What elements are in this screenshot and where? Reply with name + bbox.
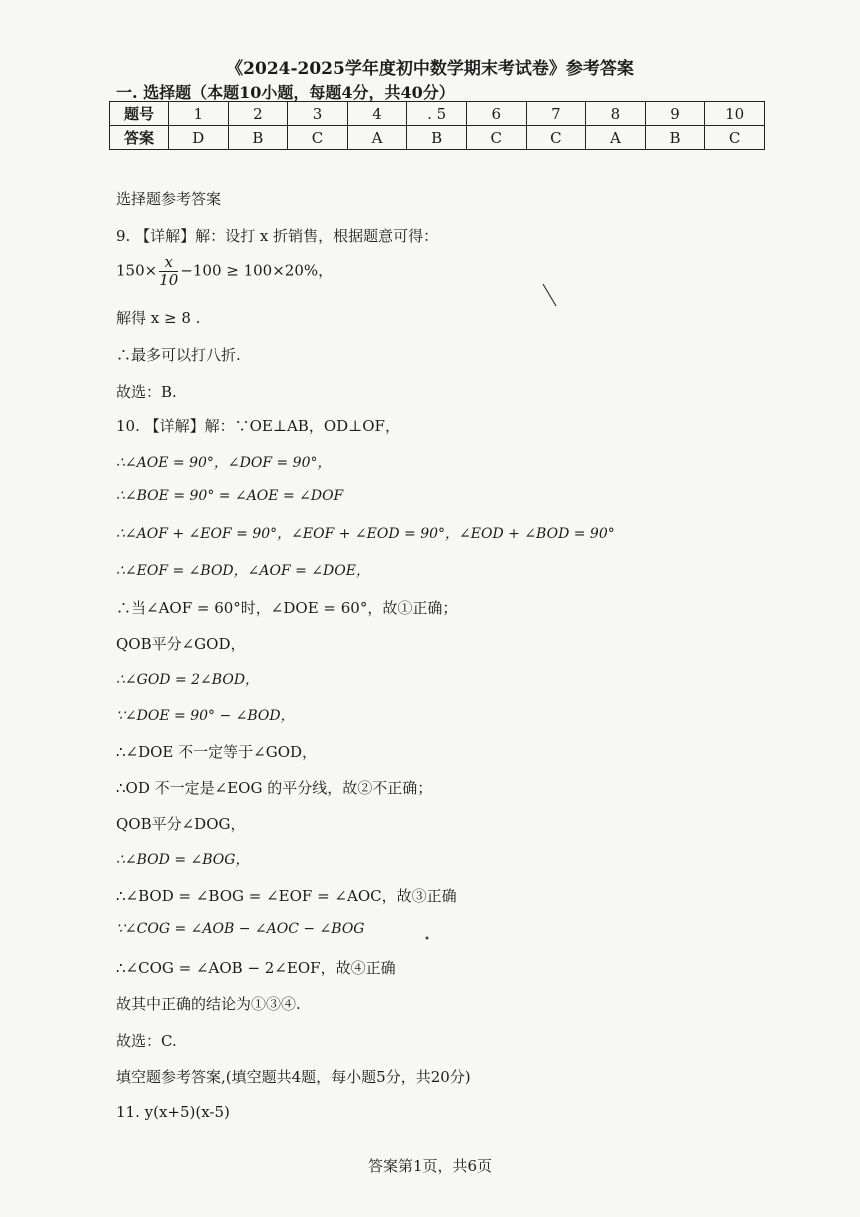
table-cell: B (407, 126, 467, 150)
table-cell: A (586, 126, 646, 150)
table-cell: D (169, 126, 229, 150)
proof-line: ∵∠COG = ∠AOB − ∠AOC − ∠BOG (116, 921, 365, 937)
equation-line (116, 254, 333, 289)
solution-line: ∴最多可以打八折. (116, 346, 241, 364)
proof-line: ∴∠BOD = ∠BOG = ∠EOF = ∠AOC，故③正确 (116, 887, 457, 905)
answer-line: 11. y(x+5)(x-5) (116, 1103, 230, 1121)
table-cell: 6 (466, 102, 526, 126)
table-cell: C (466, 126, 526, 150)
proof-line: ∴∠EOF = ∠BOD，∠AOF = ∠DOE， (116, 563, 370, 579)
table-cell: B (645, 126, 705, 150)
equation-part: −100 ≥ 100×20%， (180, 261, 334, 280)
section-heading-choice: 一. 选择题（本题10小题，每题4分，共40分） (116, 83, 455, 102)
subsection-heading: 选择题参考答案 (116, 190, 222, 208)
stray-dot-mark (424, 935, 430, 941)
table-cell: 2 (228, 102, 288, 126)
table-cell: 8 (586, 102, 646, 126)
table-cell: C (526, 126, 586, 150)
table-cell: A (347, 126, 407, 150)
proof-line: QOB平分∠GOD， (116, 635, 246, 653)
solution-line: 解得 x ≥ 8 . (116, 309, 201, 327)
proof-line: ∴∠COG = ∠AOB − 2∠EOF，故④正确 (116, 959, 396, 977)
solution-line: 10. 【详解】解：∵OE⊥AB，OD⊥OF， (116, 417, 400, 435)
table-header-answer: 答案 (110, 126, 169, 150)
table-cell: 1 (169, 102, 229, 126)
solution-line: 故选：C. (116, 1032, 177, 1050)
table-cell: 7 (526, 102, 586, 126)
page-footer: 答案第1页，共6页 (367, 1157, 493, 1175)
fraction-numerator: x (159, 254, 178, 272)
table-cell: 3 (288, 102, 348, 126)
stray-pen-mark (540, 282, 560, 308)
table-cell: B (228, 126, 288, 150)
table-header-number: 题号 (110, 102, 169, 126)
table-cell: 10 (705, 102, 765, 126)
table-row-answers (110, 126, 765, 150)
proof-line: ∴OD 不一定是∠EOG 的平分线，故②不正确； (116, 779, 433, 797)
equation-part: 150× (116, 261, 158, 280)
document-title: 《2024-2025学年度初中数学期末考试卷》参考答案 (226, 59, 634, 79)
solution-line: 9. 【详解】解：设打 x 折销售，根据题意可得： (116, 227, 439, 245)
fraction-denominator: 10 (159, 271, 179, 289)
conclusion-line: 故其中正确的结论为①③④. (116, 995, 301, 1013)
fraction (159, 254, 178, 289)
proof-line: ∴∠AOF + ∠EOF = 90°，∠EOF + ∠EOD = 90°，∠EOD + ∠BOD = 90° (116, 526, 615, 542)
table-cell: . 5 (407, 102, 467, 126)
proof-line: ∴∠GOD = 2∠BOD， (116, 672, 260, 688)
answer-table (109, 101, 765, 150)
subsection-heading: 填空题参考答案,(填空题共4题，每小题5分，共20分) (116, 1068, 471, 1086)
table-cell: 4 (347, 102, 407, 126)
table-row-numbers (110, 102, 765, 126)
proof-line: ∵∠DOE = 90° − ∠BOD， (116, 708, 295, 724)
table-cell: C (288, 126, 348, 150)
table-cell: 9 (645, 102, 705, 126)
proof-line: ∴∠DOE 不一定等于∠GOD， (116, 743, 318, 761)
proof-line: ∴当∠AOF = 60°时，∠DOE = 60°，故①正确； (116, 599, 458, 617)
proof-line: ∴∠BOD = ∠BOG， (116, 852, 250, 868)
solution-line: 故选：B. (116, 383, 177, 401)
proof-line: QOB平分∠DOG， (116, 815, 246, 833)
table-cell: C (705, 126, 765, 150)
proof-line: ∴∠BOE = 90° = ∠AOE = ∠DOF (116, 488, 344, 504)
proof-line: ∴∠AOE = 90°，∠DOF = 90°， (116, 455, 332, 471)
